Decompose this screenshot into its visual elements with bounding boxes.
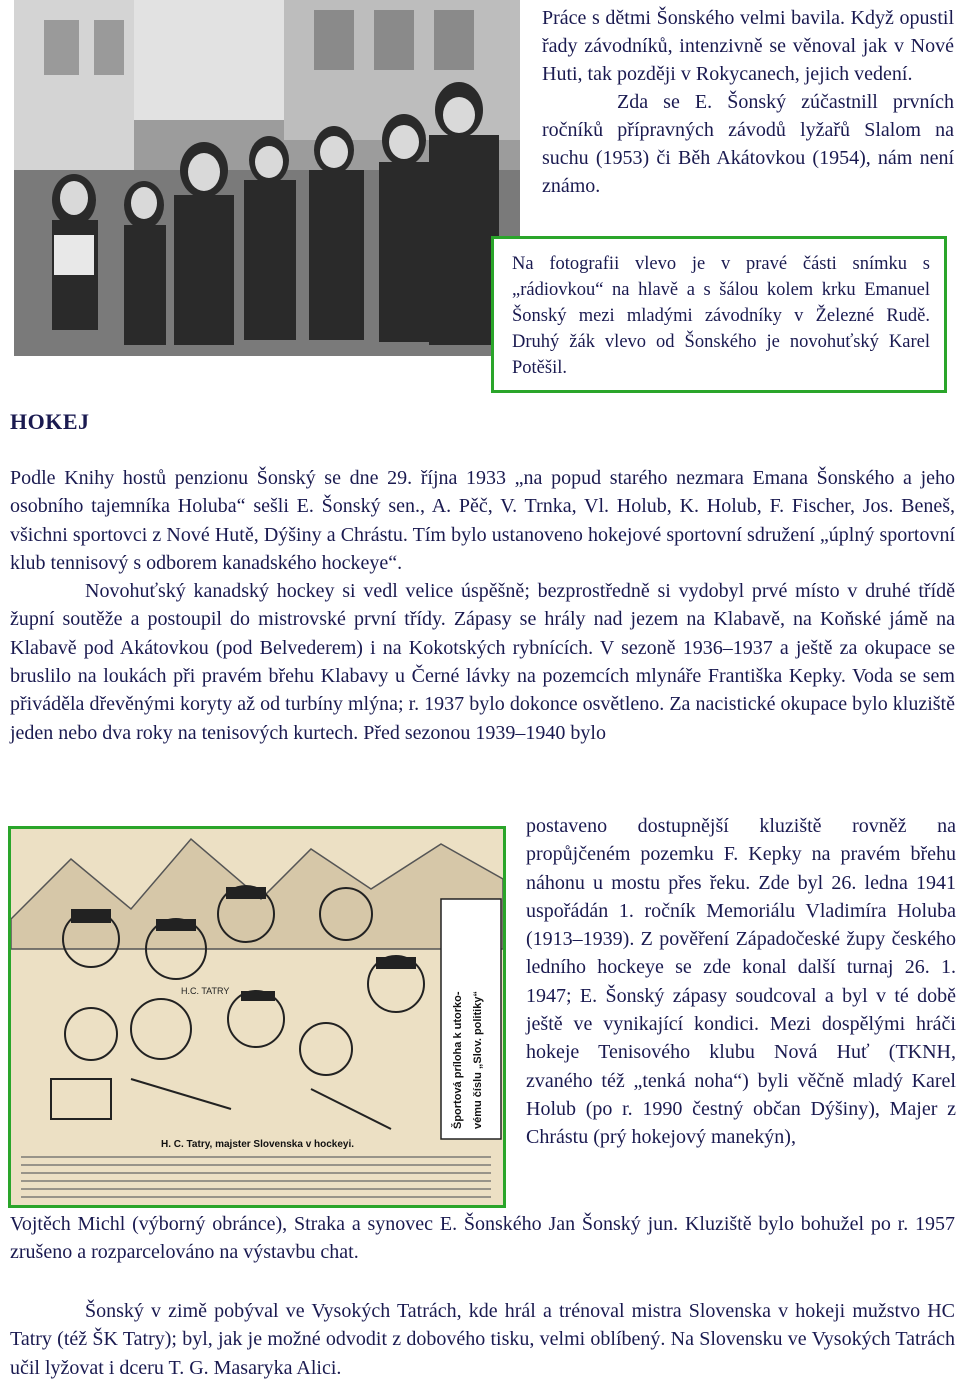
hockey-text-block bbox=[10, 464, 955, 747]
jersey-text: H.C. TATRY bbox=[181, 986, 230, 996]
clip-headline: H. C. Tatry, majster Slovenska v hockeyi. bbox=[161, 1139, 355, 1150]
section-heading: HOKEJ bbox=[10, 409, 90, 434]
clip-side-text-1: Športová príloha k utorko- bbox=[452, 991, 464, 1129]
closing-text bbox=[10, 1210, 955, 1267]
photo-caption: Na fotografii vlevo je v pravé části snímku s „rádiovkou“ na hlavě a s šálou kolem krku Emanuel Šonský mezi mladými závodníky v Železné Rudě. Druhý žák vlevo od Šonského je novohuťský Karel Potěšil. bbox=[491, 236, 947, 393]
hockey-paragraph-2: Novohuťský kanadský hockey si vedl velice úspěšně; bezprostředně si vydobyl prvé místo v druhé třídě župní soutěže a postoupil do mistrovské první třídy. Zápasy se hrály nad jezem na Klabavě, na Koňské jámě na Klabavě pod Akátovkou (pod Belvederem) i na Kokotských rybnících. V sezoně 1936–1937 a ještě za okupace se bruslilo na loukách při pravém břehu Klabavy u Černé lávky na pozemcích mlynáře Františka Kepky. Voda se sem přiváděla dřevěnými koryty až od turbíny mlýna; r. 1937 bylo dokonce osvětleno. Za nacistické okupace bylo kluziště jeden nebo dva roky na tenisových kurtech. Před sezonou 1939–1940 bylo bbox=[10, 580, 955, 744]
newspaper-clipping-image bbox=[11, 829, 503, 1205]
hockey-paragraph-1: Podle Knihy hostů penzionu Šonský se dne 29. října 1933 „na popud starého nezmara Emana Šonského a jeho osobního tajemníka Holuba“ sešli E. Šonský sen., A. Pěč, V. Trnka, Vl. Holub, K. Holub, F. Fischer, Jos. Beneš, všichni sportovci z Nové Hutě, Dýšiny a Chrástu. Tím bylo ustanoveno hokejové sportovní sdružení „úplný sportovní klub tennisový s odborem kanadského hockeye“. bbox=[10, 467, 955, 574]
tatry-paragraph: Šonský v zimě pobýval ve Vysokých Tatrách, kde hrál a trénoval mistra Slovenska v hokeji mužstvo HC Tatry (též ŠK Tatry); byl, jak je možné odvodit z dobového tisku, velmi oblíbený. Na Slovensku ve Vysokých Tatrách učil lyžovat i dceru T. G. Masaryka Alici. bbox=[10, 1300, 955, 1379]
closing-paragraph: Vojtěch Michl (výborný obránce), Straka a synovec E. Šonského Jan Šonský jun. Kluziště bylo bohužel po r. 1957 zrušeno a rozparcelováno na výstavbu chat. bbox=[10, 1213, 955, 1264]
top-paragraph-2: Zda se E. Šonský zúčastnill prvních ročníků přípravných závodů lyžařů Slalom na suchu (1953) či Běh Akátovkou (1954), nám není známo. bbox=[542, 91, 954, 197]
wrapped-text bbox=[526, 812, 956, 1152]
top-right-text bbox=[542, 4, 954, 200]
clip-side-text-2: vému číslu „Slov. politiky“ bbox=[472, 991, 484, 1129]
top-paragraph-1: Práce s dětmi Šonského velmi bavila. Když opustil řady závodníků, intenzivně se věnoval jak v Nové Huti, tak později v Rokycanech, jejich vedení. bbox=[542, 7, 954, 85]
newspaper-clipping bbox=[8, 826, 506, 1208]
group-photo bbox=[14, 0, 520, 356]
tatry-text bbox=[10, 1297, 955, 1382]
group-photo-image bbox=[14, 0, 520, 356]
wrapped-paragraph: postaveno dostupnější kluziště rovněž na propůjčeném pozemku F. Kepky na pravém břehu náhonu u mostu přes řeku. Zde byl 26. ledna 1941 uspořádán 1. ročník Memoriálu Vladimíra Holuba (1913–1939). Z pověření Západočeské župy českého ledního hockeye se zde konal další turnaj 26. 1. 1947; E. Šonský zápasy soudcoval a byl v té době ještě ve vynikající kondici. Mezi dospělými hráči hokeje Tenisového klubu Nová Huť (TKNH, zvaného též „tenká noha“) byli věčně mladý Karel Holub (po r. 1990 čestný občan Dýšiny), Majer z Chrástu (prý hokejový manekýn), bbox=[526, 815, 956, 1149]
